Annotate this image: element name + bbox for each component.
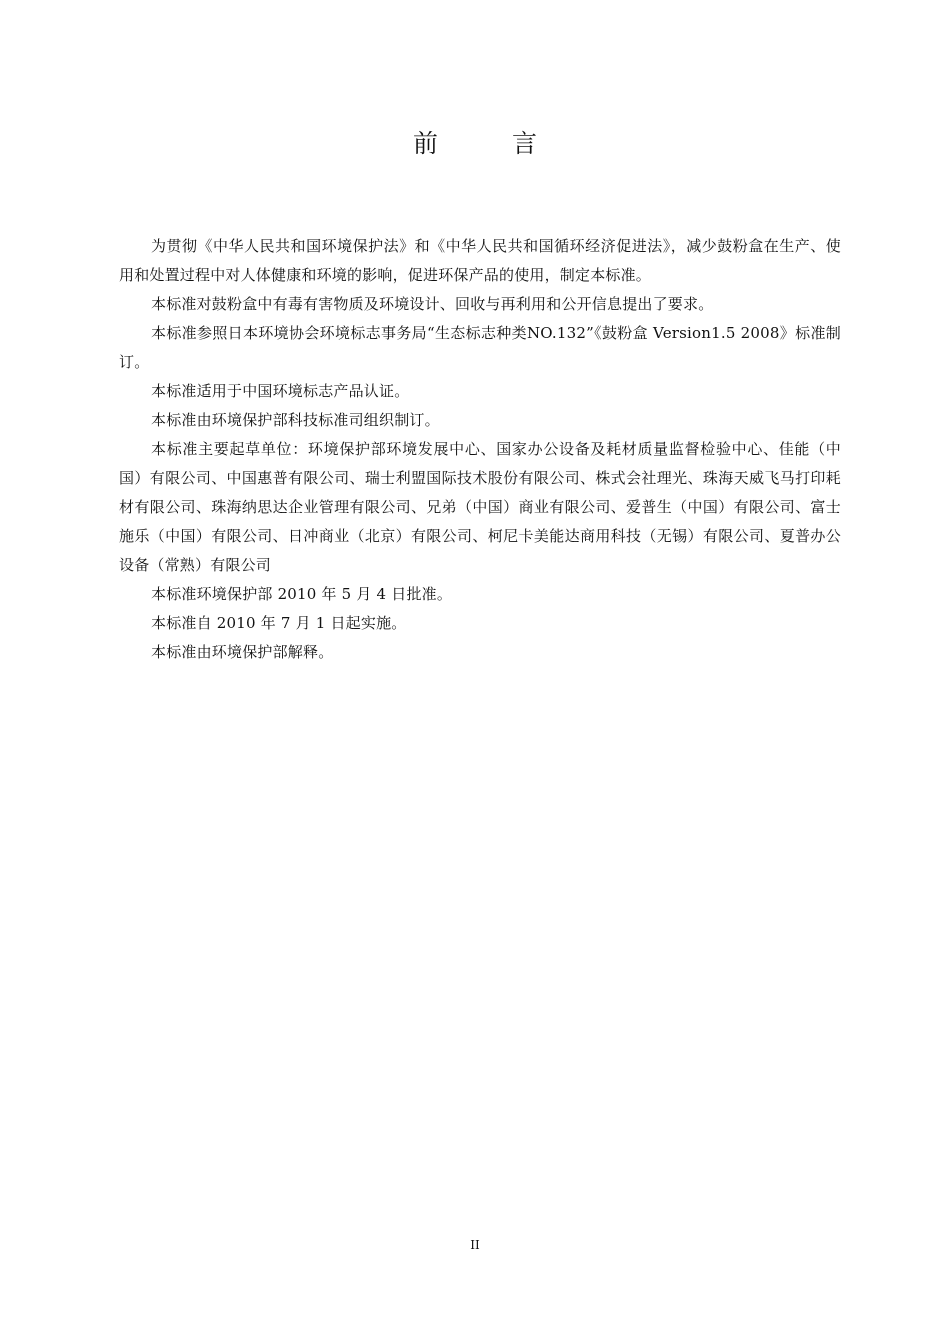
paragraph-implementation: 本标准自 2010 年 7 月 1 日起实施。 — [151, 614, 407, 632]
page-number: II — [470, 1238, 480, 1252]
foreword-body — [119, 232, 841, 667]
paragraph-interpretation: 本标准由环境保护部解释。 — [151, 643, 334, 661]
page-title-char-2: 言 — [512, 129, 538, 158]
page-title-char-1: 前 — [412, 129, 438, 158]
paragraph-purpose: 为贯彻《中华人民共和国环境保护法》和《中华人民共和国循环经济促进法》，减少鼓粉盒在生产、使用和处置过程中对人体健康和环境的影响，促进环保产品的使用，制定本标准。 — [119, 237, 841, 284]
paragraph-drafting-units: 本标准主要起草单位：环境保护部环境发展中心、国家办公设备及耗材质量监督检验中心、佳能（中国）有限公司、中国惠普有限公司、瑞士利盟国际技术股份有限公司、株式会社理光、珠海天威飞马打印耗材有限公司、珠海纳思达企业管理有限公司、兄弟（中国）商业有限公司、爱普生（中国）有限公司、富士施乐（中国）有限公司、日冲商业（北京）有限公司、柯尼卡美能达商用科技（无锡）有限公司、夏普办公设备（常熟）有限公司 — [119, 440, 841, 574]
paragraph-scope: 本标准适用于中国环境标志产品认证。 — [151, 382, 410, 400]
paragraph-requirements: 本标准对鼓粉盒中有毒有害物质及环境设计、回收与再利用和公开信息提出了要求。 — [151, 295, 714, 313]
paragraph-organizer: 本标准由环境保护部科技标准司组织制订。 — [151, 411, 440, 429]
paragraph-reference: 本标准参照日本环境协会环境标志事务局“生态标志种类NO.132”《鼓粉盒 Version1.5 2008》标准制订。 — [119, 324, 841, 371]
paragraph-approval: 本标准环境保护部 2010 年 5 月 4 日批准。 — [151, 585, 453, 603]
page-title — [0, 126, 950, 162]
